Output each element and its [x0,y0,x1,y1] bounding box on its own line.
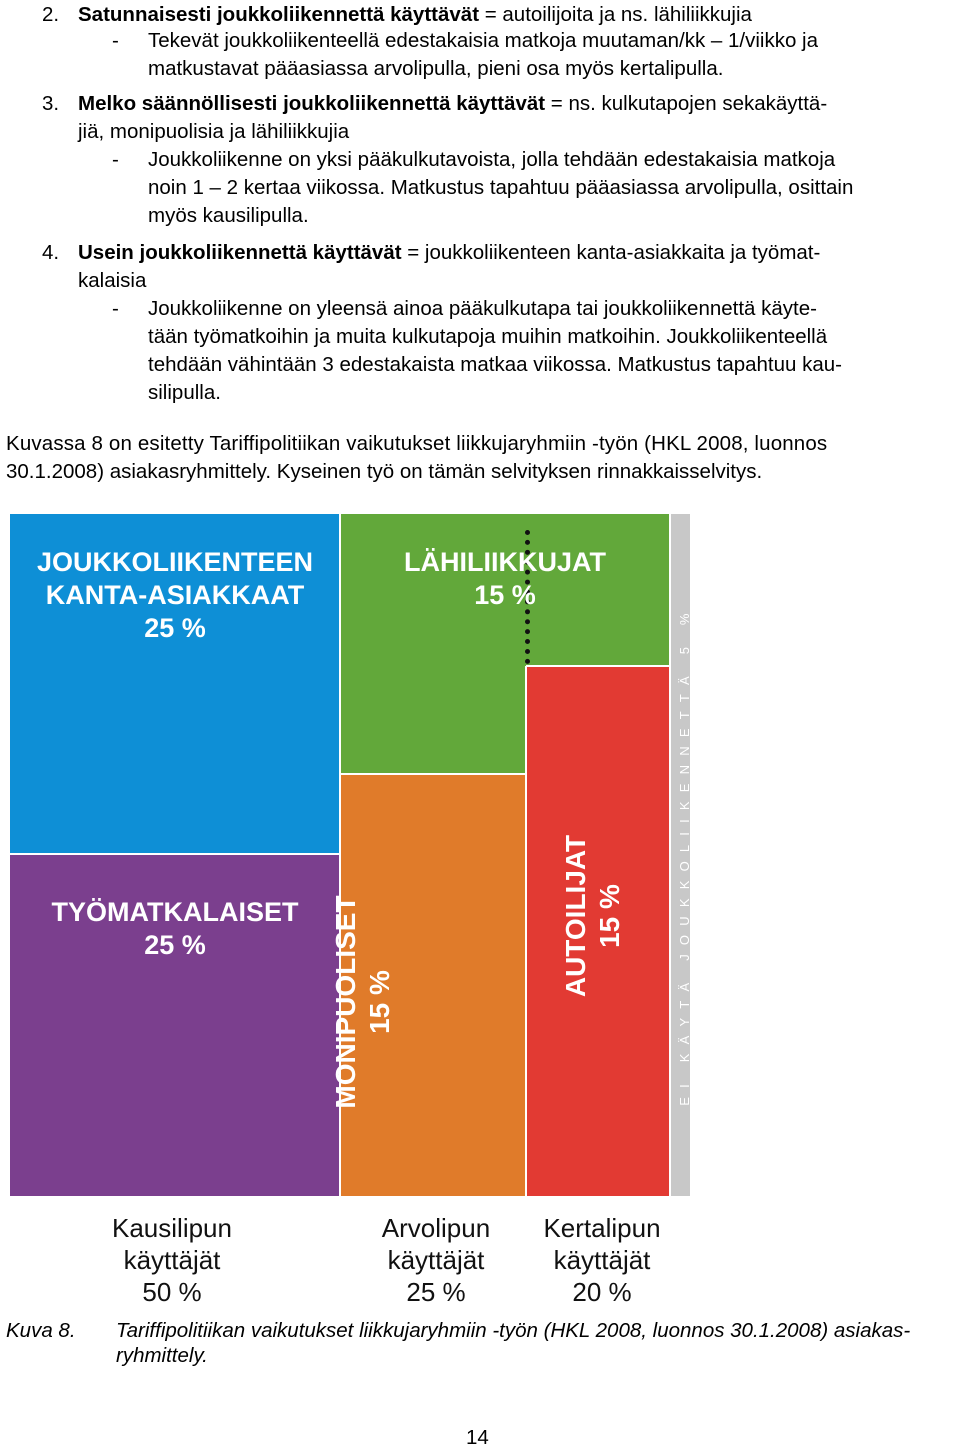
item-rest: = autoilijoita ja ns. lähiliikkujia [479,3,752,26]
segment-label-autoilijat [559,796,627,1036]
item-desc-line: silipulla. [148,381,221,404]
item-number: 4. [42,241,60,264]
dash-marker: - [112,148,119,171]
ticket-group-line: käyttäjät [553,1245,651,1275]
ticket-group-arvolippu [346,1212,526,1308]
dash-marker: - [112,29,119,52]
segment-label-kanta [10,546,340,645]
item-heading [78,238,820,267]
item-heading [78,89,827,118]
item-rest: = ns. kulkutapojen sekakäyttä- [545,92,828,115]
segment-label-monipuoliset [329,872,397,1132]
ticket-group-line: Kertalipun [543,1213,661,1243]
segment-label-line: AUTOILIJAT [560,834,591,998]
segment-value: 25 % [144,930,206,960]
item-heading-cont: kalaisia [78,269,147,292]
segment-label-line: KANTA-ASIAKKAAT [45,580,305,610]
item-heading-cont: jiä, monipuolisia ja lähiliikkujia [78,120,350,143]
item-title: Melko säännöllisesti joukkoliikennettä käyttävät [78,92,546,115]
item-desc-line: matkustavat pääasiassa arvolipulla, pieni osa myös kertalipulla. [148,57,724,80]
item-desc-line: Joukkoliikenne on yleensä ainoa pääkulkutapa tai joukkoliikennettä käyte- [148,297,817,320]
ticket-group-value: 25 % [406,1277,466,1307]
item-heading [78,0,752,29]
customer-segment-chart [6,510,694,1198]
segment-label-line: JOUKKOLIIKENTEEN [36,547,314,577]
figure-caption-line: ryhmittely. [116,1344,208,1367]
figure-caption-line: Tariffipolitiikan vaikutukset liikkujaryhmiin -työn (HKL 2008, luonnos 30.1.2008) asiakas- [116,1319,911,1342]
segment-label-line: LÄHILIIKKUJAT [404,547,606,577]
segment-value: 25 % [144,613,206,643]
divider-line [526,665,670,667]
divider-line [525,666,527,1196]
ticket-group-value: 50 % [142,1277,202,1307]
ticket-group-value: 20 % [572,1277,632,1307]
segment-label-lahiliikkujat [340,546,670,612]
segment-label-line: MONIPUOLISET [330,895,361,1109]
ticket-group-line: käyttäjät [387,1245,485,1275]
segment-label-line: TYÖMATKALAISET [51,897,299,927]
page-number: 14 [466,1426,489,1449]
ticket-group-kausilippu [82,1212,262,1308]
divider-line [340,773,526,775]
item-title: Satunnaisesti joukkoliikennettä käyttävät [78,3,480,26]
segment-value: 15 % [594,884,625,948]
ticket-group-line: käyttäjät [123,1245,221,1275]
item-desc-line: noin 1 – 2 kertaa viikossa. Matkustus tapahtuu pääasiassa arvolipulla, osittain [148,176,854,199]
figure-label: Kuva 8. [6,1319,76,1342]
ticket-group-line: Kausilipun [112,1213,232,1243]
item-desc-line: tään työmatkoihin ja muita kulkutapoja muihin matkoihin. Joukkoliikenteellä [148,325,828,348]
item-number: 2. [42,3,60,26]
segment-value: 15 % [474,580,536,610]
item-rest: = joukkoliikenteen kanta-asiakkaita ja työmat- [401,241,821,264]
divider-line [10,853,340,855]
segment-value: 15 % [364,970,395,1034]
item-desc-line: tehdään vähintään 3 edestakaista matkaa viikossa. Matkustus tapahtuu kau- [148,353,843,376]
item-title: Usein joukkoliikennettä käyttävät [78,241,402,264]
dash-marker: - [112,297,119,320]
ticket-group-kertalippu [512,1212,692,1308]
item-desc-line: Joukkoliikenne on yksi pääkulkutavoista, jolla tehdään edestakaisia matkoja [148,148,836,171]
ticket-group-line: Arvolipun [381,1213,491,1243]
item-desc-line: Tekevät joukkoliikenteellä edestakaisia matkoja muutaman/kk – 1/viikko ja [148,29,819,52]
body-paragraph-line: 30.1.2008) asiakasryhmittely. Kyseinen työ on tämän selvityksen rinnakkaisselvitys. [6,460,763,483]
segment-label-tyomatkalaiset [10,896,340,962]
item-number: 3. [42,92,60,115]
segment-label-ei-kayta: EI KÄYTÄ JOUKKOLIIKENNETTÄ 5 % [677,604,692,1106]
item-desc-line: myös kausilipulla. [148,204,309,227]
body-paragraph-line: Kuvassa 8 on esitetty Tariffipolitiikan vaikutukset liikkujaryhmiin -työn (HKL 2008, luonnos [6,432,828,455]
